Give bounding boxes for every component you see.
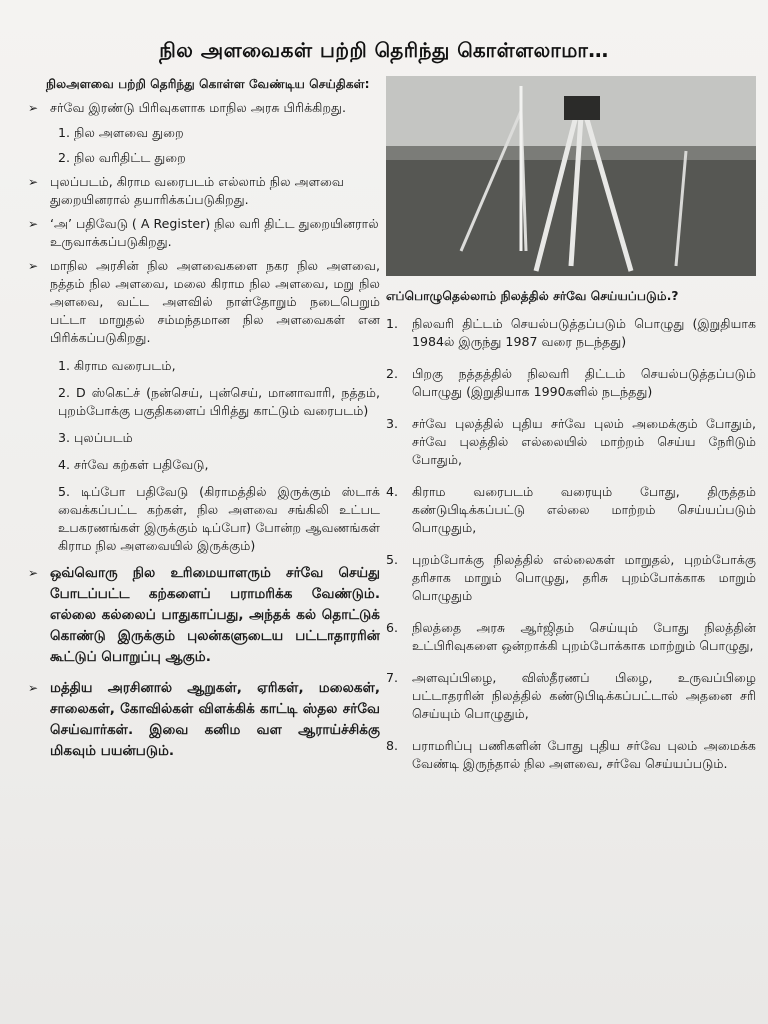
- list-item: 1. கிராம வரைபடம்,: [58, 358, 176, 373]
- item-text: கிராம வரைபடம் வரையும் போது, திருத்தம் கண்டுபிடிக்கப்பட்டு எல்லை மாற்றம் செய்யப்படும் பொழுதும்,: [412, 484, 756, 535]
- page-title: நில அளவைகள் பற்றி தெரிந்து கொள்ளலாமா…: [159, 38, 609, 62]
- item-text: பிறகு நத்தத்தில் நிலவரி திட்டம் செயல்படுத்தப்படும் பொழுது (இறுதியாக 1990களில் நடந்தது): [412, 366, 756, 399]
- numbered-item: [386, 737, 756, 773]
- bullet-item: [28, 563, 380, 668]
- left-subheading: நிலஅளவை பற்றி தெரிந்து கொள்ள வேண்டிய செய்திகள்:: [46, 77, 370, 91]
- list-item: 5. டிப்போ பதிவேடு (கிராமத்தில் இருக்கும் ஸ்டாக் வைக்கப்பட்ட கற்கள், நில அளவை சங்கிலி உட்பட உபகரணங்கள் இருக்கும் டிப்போ) போன்ற ஆவணங்கள் கிராம நில அளவையில் இருக்கும்): [58, 484, 380, 553]
- arrow-bullet-icon: ➢: [28, 259, 39, 273]
- arrow-bullet-icon: ➢: [28, 175, 39, 189]
- item-text: நிலத்தை அரசு ஆர்ஜிதம் செய்யும் போது நிலத்தின் உட்பிரிவுகளை ஒன்றாக்கி புறம்போக்காக மாற்றும் பொழுது,: [412, 620, 756, 653]
- item-text: சர்வே புலத்தில் புதிய சர்வே புலம் அமைக்கும் போதும், சர்வே புலத்தில் எல்லையில் மாற்றம் செய்ய நேரிடும் போதும்,: [412, 416, 756, 467]
- numbered-item: [386, 365, 756, 401]
- item-text: புறம்போக்கு நிலத்தில் எல்லைகள் மாறுதல், புறம்போக்கு தரிசாக மாறும் பொழுது, தரிசு புறம்போக்காக மாறும் பொழுதும்: [412, 552, 756, 603]
- item-text: அளவுப்பிழை, விஸ்தீரணப் பிழை, உருவப்பிழை பட்டாதரரின் நிலத்தில் கண்டுபிடிக்கப்பட்டால் அதனை சரி செய்யும் பொழுதும்,: [412, 670, 756, 721]
- item-number: 7.: [386, 670, 399, 685]
- item-number: 8.: [386, 738, 399, 753]
- bullet-text: புலப்படம், கிராம வரைபடம் எல்லாம் நில அளவை துறையினரால் தயாரிக்கப்படுகிறது.: [50, 174, 344, 207]
- tripod-illustration: [386, 76, 756, 276]
- numbered-item: [386, 619, 756, 655]
- bullet-item: [28, 215, 380, 251]
- bullet-item: [28, 99, 380, 117]
- item-text: நிலவரி திட்டம் செயல்படுத்தப்படும் பொழுது (இறுதியாக 1984ல் இருந்து 1987 வரை நடந்தது): [412, 316, 756, 349]
- list-item: 2. நில வரிதிட்ட துறை: [58, 150, 186, 165]
- bullet-text: மத்திய அரசினால் ஆறுகள், ஏரிகள், மலைகள், சாலைகள், கோவில்கள் விளக்கிக் காட்டி ஸ்தல சர்வே செய்வார்கள். இவை கனிம வள ஆராய்ச்சிக்கு மிகவும் பயன்படும்.: [50, 680, 380, 759]
- list-item: 1. நில அளவை துறை: [58, 125, 184, 140]
- numbered-item: [386, 415, 756, 469]
- numbered-item: [386, 551, 756, 605]
- right-column: [386, 76, 756, 773]
- arrow-bullet-icon: ➢: [28, 681, 39, 695]
- arrow-bullet-icon: ➢: [28, 566, 39, 580]
- item-number: 4.: [386, 484, 399, 499]
- bullet-item: [28, 678, 380, 762]
- bullet-text: சர்வே இரண்டு பிரிவுகளாக மாநில அரசு பிரிக்கிறது.: [50, 100, 346, 115]
- item-number: 3.: [386, 416, 399, 431]
- arrow-bullet-icon: ➢: [28, 101, 39, 115]
- item-number: 1.: [386, 316, 399, 331]
- survey-tripod-photo: [386, 76, 756, 276]
- numbered-item: [386, 669, 756, 723]
- bullet-text: மாநில அரசின் நில அளவைகளை நகர நில அளவை, நத்தம் நில அளவை, மலை கிராம நில அளவை, மறு நில அளவை, வட்ட அளவில் நாள்தோறும் நடைபெறும் பட்டா மாறுதல் சம்மந்தமான நில அளவைகள் என பிரிக்கப்படுகிறது.: [50, 258, 380, 345]
- bullet-item: [28, 173, 380, 209]
- arrow-bullet-icon: ➢: [28, 217, 39, 231]
- numbered-item: [386, 483, 756, 537]
- item-number: 2.: [386, 366, 399, 381]
- numbered-item: [386, 315, 756, 351]
- bullet-text: ஒவ்வொரு நில உரிமையாளரும் சர்வே செய்து போடப்பட்ட கற்களைப் பராமரிக்க வேண்டும். எல்லை கல்லைப் பாதுகாப்பது, அந்தக் கல் தொட்டுக் கொண்டு இருக்கும் புலன்களுடைய பட்டாதாரரின் கூட்டுப் பொறுப்பு ஆகும்.: [50, 565, 380, 665]
- item-number: 5.: [386, 552, 399, 567]
- left-column: [28, 76, 380, 762]
- list-item: 2. D ஸ்கெட்ச் (நன்செய், புன்செய், மானாவாரி, நத்தம், புறம்போக்கு பகுதிகளைப் பிரித்து காட்டும் வரைபடம்): [58, 385, 380, 418]
- item-text: பராமரிப்பு பணிகளின் போது புதிய சர்வே புலம் அமைக்க வேண்டி இருந்தால் நில அளவை, சர்வே செய்யப்படும்.: [412, 738, 756, 771]
- bullet-item: [28, 257, 380, 347]
- right-heading: எப்பொழுதெல்லாம் நிலத்தில் சர்வே செய்யப்படும்.?: [386, 289, 679, 303]
- list-item: 4. சர்வே கற்கள் பதிவேடு,: [58, 457, 209, 472]
- item-number: 6.: [386, 620, 399, 635]
- bullet-text: ‘அ’ பதிவேடு ( A Register) நில வரி திட்ட துறையினரால் உருவாக்கப்படுகிறது.: [50, 216, 379, 249]
- list-item: 3. புலப்படம்: [58, 430, 133, 445]
